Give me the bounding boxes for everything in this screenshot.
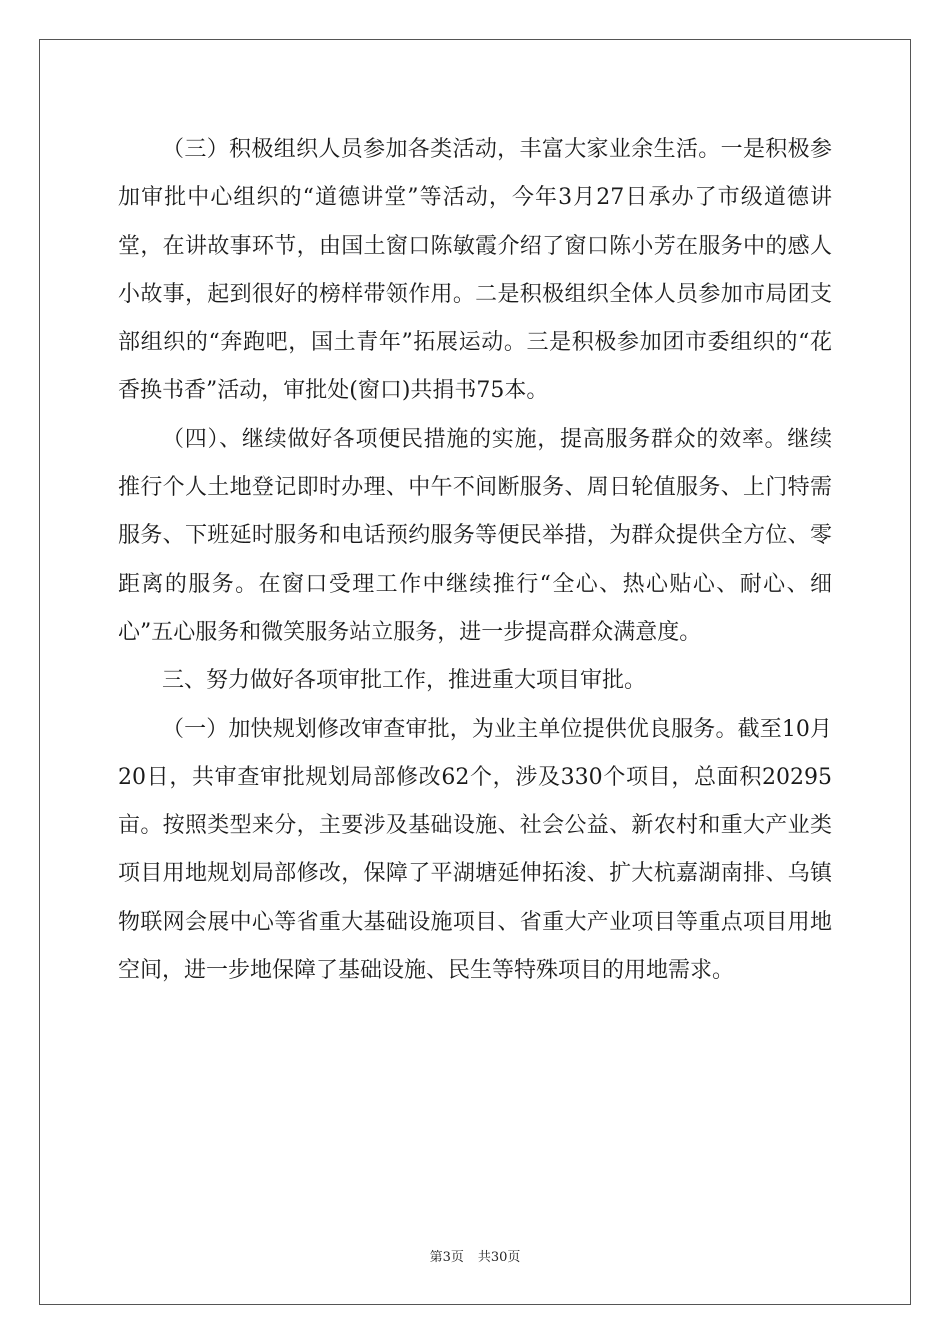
page-number-current: 第3页 xyxy=(429,1250,464,1265)
page-footer xyxy=(0,1246,950,1265)
document-body xyxy=(118,126,832,995)
page-number-total: 共30页 xyxy=(477,1250,521,1265)
paragraph-planning-revision: （一）加快规划修改审查审批，为业主单位提供优良服务。截至10月20日，共审查审批规划局部修改62个，涉及330个项目，总面积20295亩。按照类型来分，主要涉及基础设施、社会公益、新农村和重大产业类项目用地规划局部修改，保障了平湖塘延伸拓浚、扩大杭嘉湖南排、乌镇物联网会展中心等省重大基础设施项目、省重大产业项目等重点项目用地空间，进一步地保障了基础设施、民生等特殊项目的用地需求。 xyxy=(118,716,832,984)
section-heading-approval: 三、努力做好各项审批工作，推进重大项目审批。 xyxy=(162,668,647,694)
paragraph-convenience-measures: （四）、继续做好各项便民措施的实施，提高服务群众的效率。继续推行个人土地登记即时办理、中午不间断服务、周日轮值服务、上门特需服务、下班延时服务和电话预约服务等便民举措，为群众提供全方位、零距离的服务。在窗口受理工作中继续推行“全心、热心贴心、耐心、细心”五心服务和微笑服务站立服务，进一步提高群众满意度。 xyxy=(118,426,832,645)
paragraph-activities: （三）积极组织人员参加各类活动，丰富大家业余生活。一是积极参加审批中心组织的“道德讲堂”等活动，今年3月27日承办了市级道德讲堂，在讲故事环节，由国土窗口陈敏霞介绍了窗口陈小芳在服务中的感人小故事，起到很好的榜样带领作用。二是积极组织全体人员参加市局团支部组织的“奔跑吧，国土青年”拓展运动。三是积极参加团市委组织的“花香换书香”活动，审批处(窗口)共捐书75本。 xyxy=(118,137,832,404)
